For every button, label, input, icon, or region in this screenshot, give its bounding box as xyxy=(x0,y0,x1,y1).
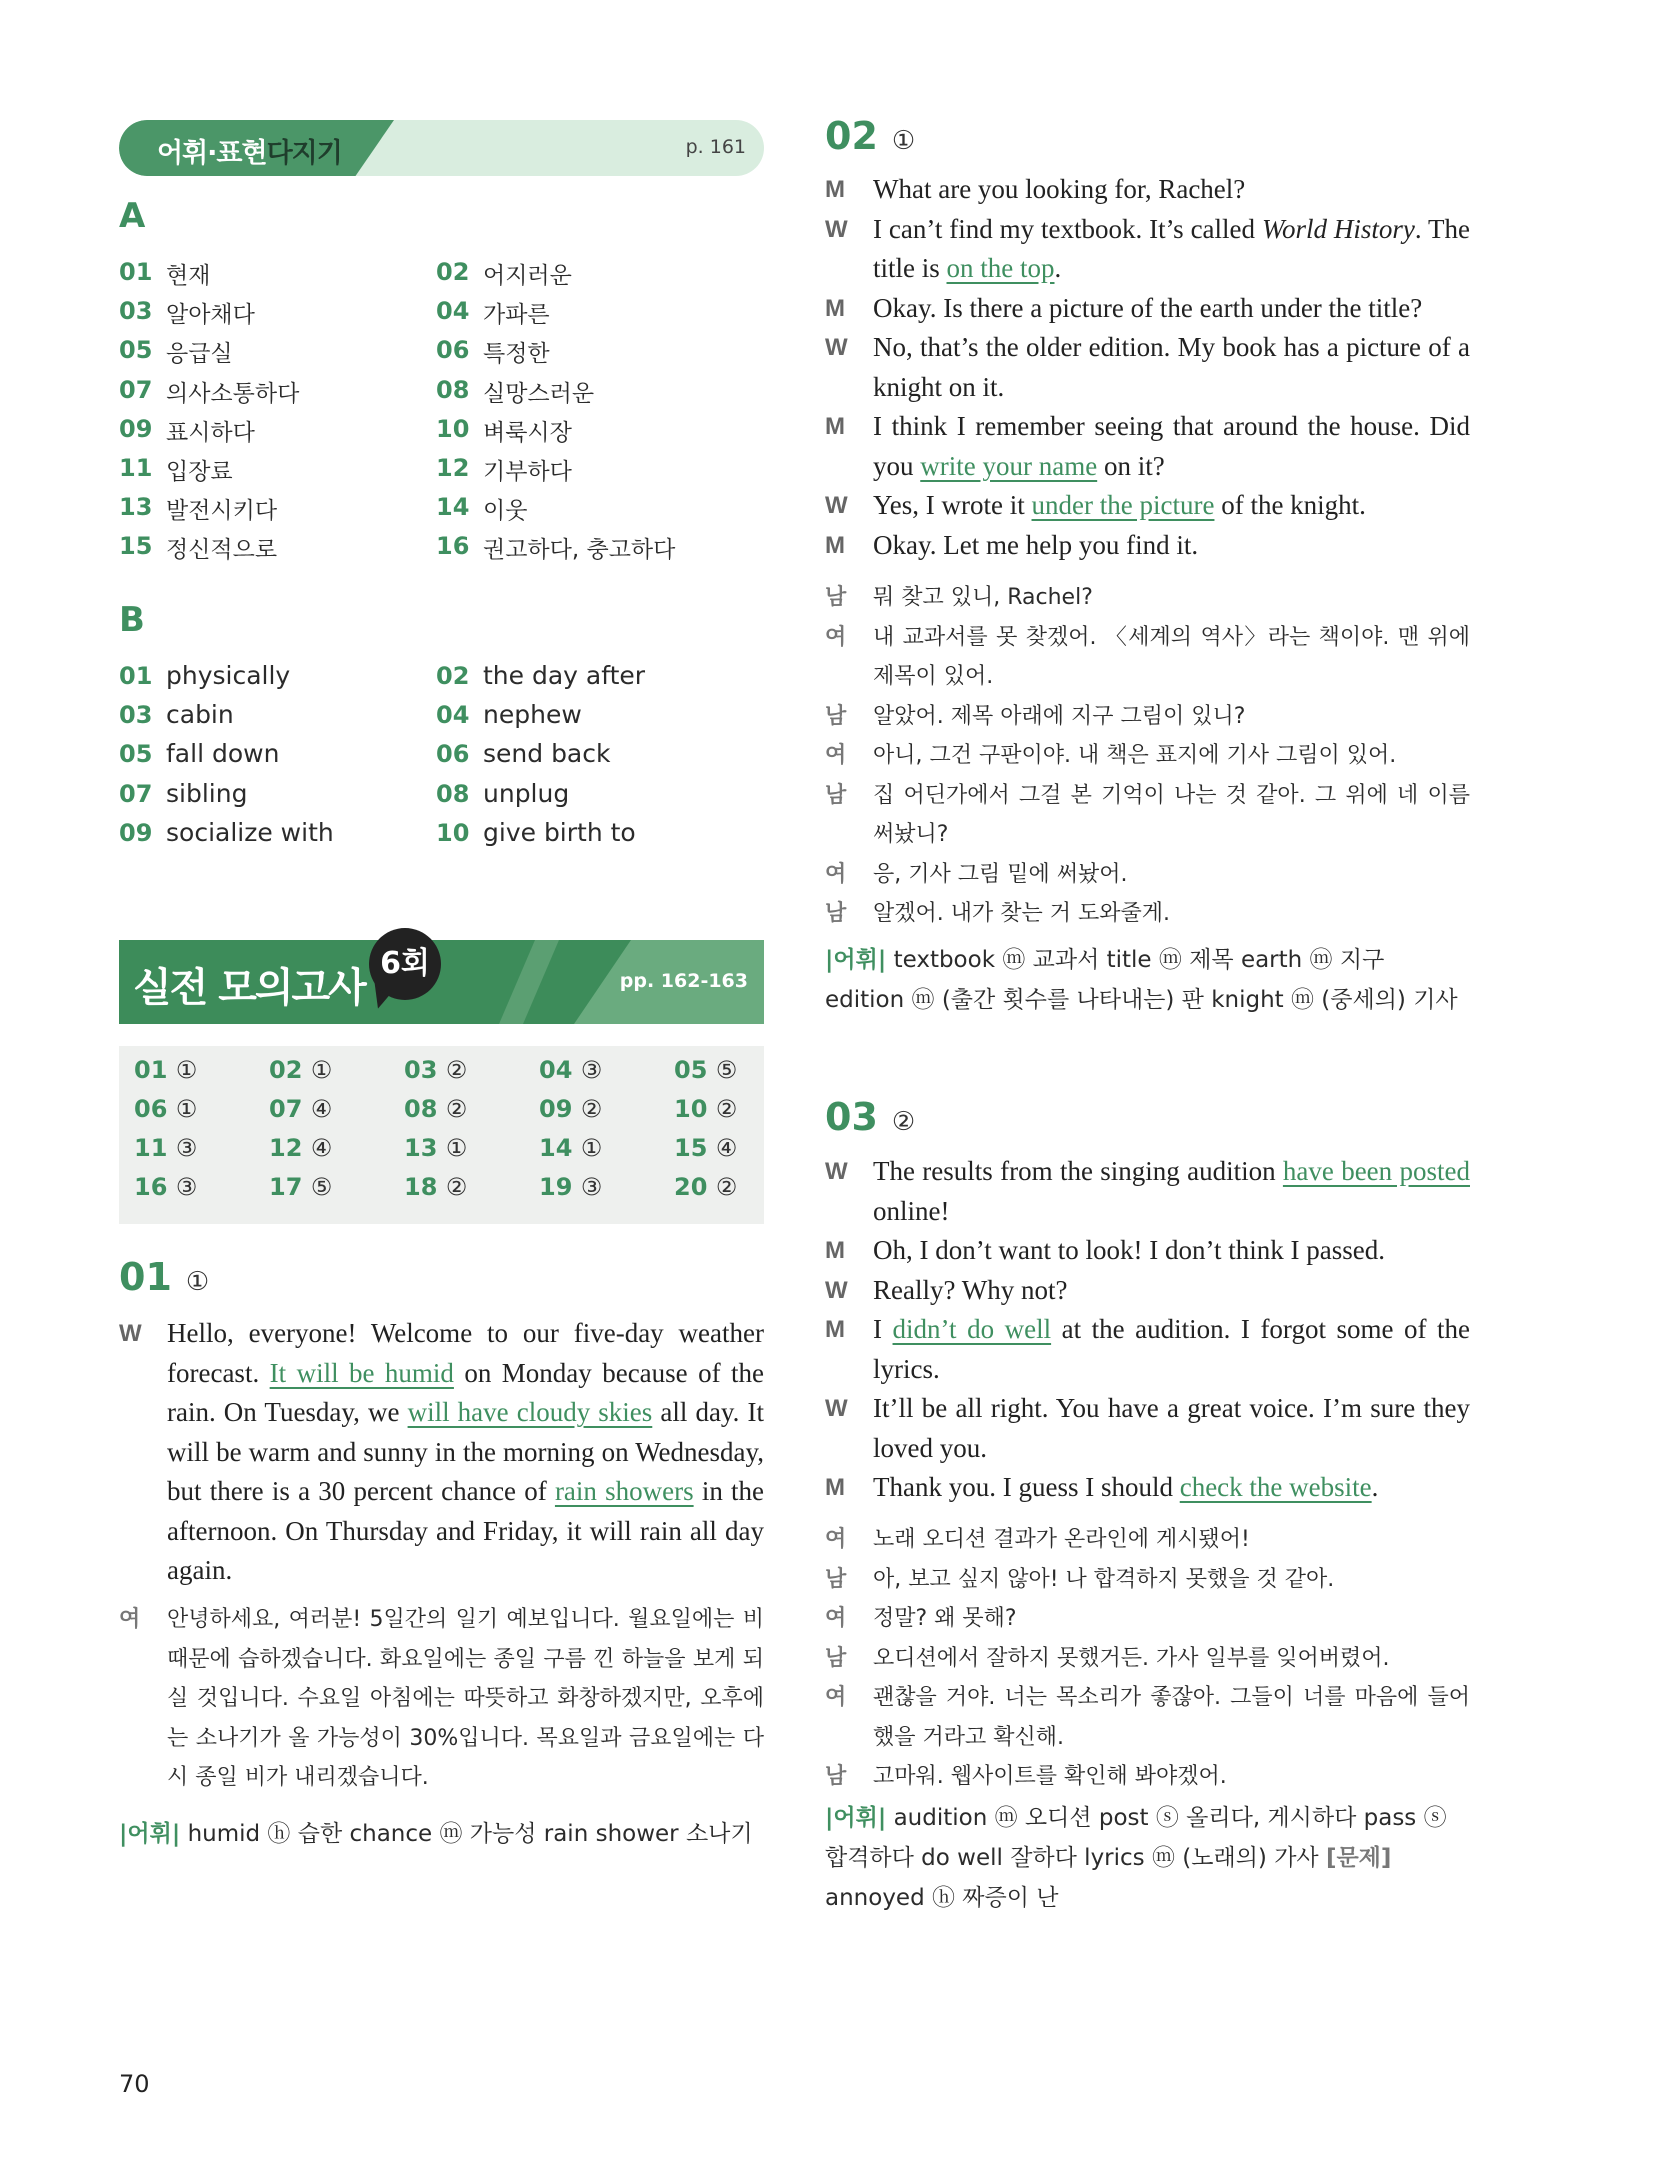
speaker-label: 여 xyxy=(825,624,847,650)
answer-choice: ② xyxy=(445,1095,468,1123)
answer-number: 08 xyxy=(404,1095,438,1123)
script-line: W The results from the singing audition have been posted online! xyxy=(825,1156,1470,1226)
vocab-item-number: 06 xyxy=(436,740,470,769)
script-line: M Okay. Let me help you find it. xyxy=(825,529,1199,560)
translation-text: 알았어. 제목 아래에 지구 그림이 있니? xyxy=(873,703,1246,729)
answer-number: 06 xyxy=(134,1095,168,1123)
vocab-item-number: 14 xyxy=(436,493,470,522)
answer-item xyxy=(674,1095,737,1123)
script-line: M I didn’t do well at the audition. I forgot some of the lyrics. xyxy=(825,1314,1470,1384)
answer-number: 10 xyxy=(674,1095,708,1123)
speaker-label: 남 xyxy=(825,782,847,808)
translation-text: 집 어딘가에서 그걸 본 기억이 나는 것 같아. 그 위에 네 이름 써놨니? xyxy=(873,782,1470,847)
speaker-label: 남 xyxy=(825,1645,847,1671)
answer-number: 20 xyxy=(674,1173,708,1201)
translation-line xyxy=(825,1757,1470,1797)
answer-number: 15 xyxy=(674,1134,708,1162)
vocab-item-number: 08 xyxy=(436,779,470,808)
translation-text: 응, 기사 그림 밑에 써놨어. xyxy=(873,861,1128,887)
translation-text: 내 교과서를 못 찾겠어. 〈세계의 역사〉라는 책이야. 맨 위에 제목이 있어. xyxy=(873,624,1470,689)
answer-number: 13 xyxy=(404,1134,438,1162)
script-line: M What are you looking for, Rachel? xyxy=(825,174,1246,204)
vocab-item-text: 가파른 xyxy=(483,302,550,329)
vocab-item-number: 15 xyxy=(119,532,153,561)
vocab-item-number: 16 xyxy=(436,532,470,561)
vocab-item-text: send back xyxy=(483,739,611,769)
vocab-item-text: 현재 xyxy=(166,263,211,289)
answer-item xyxy=(674,1173,737,1201)
vocab-item-number: 07 xyxy=(119,779,153,808)
answer-item xyxy=(404,1095,467,1123)
vocab-item-number: 09 xyxy=(119,414,153,443)
translation-line xyxy=(825,1678,1470,1757)
answer-number: 16 xyxy=(134,1173,168,1201)
question-02-script xyxy=(825,170,1470,565)
speaker-label: 남 xyxy=(825,1566,847,1592)
answer-key-box xyxy=(119,1046,764,1224)
answer-choice: ① xyxy=(310,1056,333,1084)
vocab-item-text: sibling xyxy=(166,778,248,808)
translation-line xyxy=(825,697,1470,737)
script-line: W It’ll be all right. You have a great voice. I’m sure they loved you. xyxy=(825,1393,1470,1463)
answer-choice: ② xyxy=(715,1095,738,1123)
translation-line xyxy=(825,1520,1470,1560)
answer-choice: ③ xyxy=(175,1173,198,1201)
question-01-vocab: |어휘| humid ⓗ 습한 chance ⓜ 가능성 rain shower 소나기 xyxy=(119,1821,753,1847)
translation-line xyxy=(825,894,1470,934)
vocab-item-text: 입장료 xyxy=(166,459,233,485)
section-a-label: A xyxy=(119,196,146,236)
answer-choice: ② xyxy=(715,1173,738,1201)
answer-number: 12 xyxy=(269,1134,303,1162)
translation-text: 괜찮을 거야. 너는 목소리가 좋잖아. 그들이 너를 마음에 들어 했을 거라고 확신해. xyxy=(873,1685,1470,1750)
question-03-vocab: |어휘| audition ⓜ 오디션 post ⓢ 올리다, 게시하다 pass ⓢ 합격하다 do well 잘하다 lyrics ⓜ (노래의) 가사 [문제] annoyed ⓗ 짜증이 난 xyxy=(825,1805,1447,1911)
answer-choice: ③ xyxy=(580,1056,603,1084)
vocab-item-number: 10 xyxy=(436,414,470,443)
translation-text: 노래 오디션 결과가 온라인에 게시됐어! xyxy=(873,1527,1250,1552)
answer-item xyxy=(134,1134,197,1162)
vocab-item-number: 04 xyxy=(436,701,470,730)
answer-item xyxy=(269,1134,332,1162)
answer-item xyxy=(674,1134,737,1162)
answer-choice: ④ xyxy=(310,1095,333,1123)
question-03-heading: 03 ② xyxy=(825,1095,916,1139)
answer-item xyxy=(539,1173,602,1201)
answer-choice: ② xyxy=(445,1056,468,1084)
translation-line xyxy=(825,776,1470,855)
vocab-item-text: 응급실 xyxy=(166,341,233,368)
script-line: M I think I remember seeing that around the house. Did you write your name on it? xyxy=(825,411,1470,481)
page-number: 70 xyxy=(119,2070,150,2098)
vocab-item-text: 의사소통하다 xyxy=(166,380,300,407)
mock-page-ref: pp. 162-163 xyxy=(619,970,748,992)
vocab-item-number: 04 xyxy=(436,297,470,326)
question-02-vocab: |어휘| textbook ⓜ 교과서 title ⓜ 제목 earth ⓜ 지구 edition ⓜ (출간 횟수를 나타내는) 판 knight ⓜ (중세의) 기사 xyxy=(825,947,1458,1013)
answer-choice: ③ xyxy=(580,1173,603,1201)
vocab-item-text: nephew xyxy=(483,700,582,730)
translation-text: 뭐 찾고 있니, Rachel? xyxy=(873,585,1093,610)
answer-item xyxy=(134,1095,197,1123)
translation-line xyxy=(825,855,1470,895)
vocab-header xyxy=(119,120,764,176)
vocab-item-text: cabin xyxy=(166,700,234,730)
translation-line xyxy=(825,736,1470,776)
speaker-label: 여 xyxy=(825,861,847,887)
answer-choice: ⑤ xyxy=(715,1056,738,1084)
script-line: M Oh, I don’t want to look! I don’t think I passed. xyxy=(825,1235,1385,1265)
speaker-label: 남 xyxy=(825,703,847,729)
vocab-title: 어휘·표현다지기 xyxy=(157,138,342,169)
vocab-item-text: 실망스러운 xyxy=(483,380,595,407)
answer-item xyxy=(269,1173,332,1201)
vocab-item-number: 01 xyxy=(119,258,153,286)
vocab-item-number: 02 xyxy=(436,258,470,286)
vocab-item-text: 표시하다 xyxy=(166,419,255,446)
answer-item xyxy=(404,1134,467,1162)
answer-number: 14 xyxy=(539,1134,573,1162)
answer-number: 03 xyxy=(404,1056,438,1084)
vocab-item-text: 발전시키다 xyxy=(166,498,278,525)
question-02-translation xyxy=(825,578,1470,934)
vocab-item-text: physically xyxy=(166,661,291,690)
vocab-item-text: 어지러운 xyxy=(483,263,572,289)
question-01-heading: 01 ① xyxy=(119,1255,210,1299)
translation-text: 아, 보고 싶지 않아! 나 합격하지 못했을 것 같아. xyxy=(873,1566,1335,1592)
answer-number: 05 xyxy=(674,1056,708,1084)
speaker-label: 여 xyxy=(825,743,847,768)
speaker-label: 여 xyxy=(825,1527,847,1552)
answer-item xyxy=(539,1056,602,1084)
vocab-item-text: socialize with xyxy=(166,817,334,847)
answer-item xyxy=(539,1095,602,1123)
vocab-item-number: 03 xyxy=(119,701,153,730)
script-line: W No, that’s the older edition. My book has a picture of a knight on it. xyxy=(825,332,1470,402)
answer-choice: ④ xyxy=(310,1134,333,1162)
translation-line: 여 안녕하세요, 여러분! 5일간의 일기 예보입니다. 월요일에는 비 때문에 습하겠습니다. 화요일에는 종일 구름 낀 하늘을 보게 되실 것입니다. 수요일 아침에는 따뜻하고 화창하겠지만, 오후에는 소나기가 올 가능성이 30%입니다. 목요일과 금요일에는 다시 종일 비가 내리겠습니다. xyxy=(119,1607,764,1790)
answer-number: 17 xyxy=(269,1173,303,1201)
script-line: W Yes, I wrote it under the picture of the knight. xyxy=(825,490,1366,520)
answer-number: 09 xyxy=(539,1095,573,1123)
answer-choice: ① xyxy=(445,1134,468,1162)
answer-item xyxy=(134,1056,197,1084)
answer-choice: ② xyxy=(580,1095,603,1123)
translation-line xyxy=(825,1639,1470,1679)
vocab-item-number: 07 xyxy=(119,375,153,404)
translation-text: 정말? 왜 못해? xyxy=(873,1606,1017,1631)
vocab-item-text: fall down xyxy=(166,739,280,769)
vocab-item-text: 기부하다 xyxy=(483,459,572,485)
vocab-item-text: 알아채다 xyxy=(166,302,255,329)
answer-number: 07 xyxy=(269,1095,303,1123)
answer-number: 01 xyxy=(134,1056,168,1084)
vocab-item-number: 11 xyxy=(119,454,153,482)
question-03-script xyxy=(825,1152,1470,1508)
translation-line xyxy=(825,578,1470,618)
vocab-item-number: 13 xyxy=(119,493,153,522)
vocab-item-text: unplug xyxy=(483,778,570,808)
translation-text: 고마워. 웹사이트를 확인해 봐야겠어. xyxy=(873,1764,1227,1789)
header-stripe xyxy=(499,940,559,1024)
speaker-label: 남 xyxy=(825,1764,847,1789)
vocab-item-number: 02 xyxy=(436,662,470,690)
translation-text: 오디션에서 잘하지 못했거든. 가사 일부를 잊어버렸어. xyxy=(873,1645,1390,1671)
answer-choice: ② xyxy=(445,1173,468,1201)
speaker-label: 남 xyxy=(825,585,847,610)
vocab-item-number: 12 xyxy=(436,454,470,482)
answer-item xyxy=(404,1173,467,1201)
answer-number: 11 xyxy=(134,1134,168,1162)
answer-choice: ① xyxy=(175,1095,198,1123)
section-b-label: B xyxy=(119,600,145,640)
vocab-item-number: 03 xyxy=(119,297,153,326)
speaker-label: 남 xyxy=(825,901,847,926)
translation-line xyxy=(825,618,1470,697)
round-badge: 6회 xyxy=(369,928,441,1000)
answer-item xyxy=(674,1056,737,1084)
vocab-item-text: 정신적으로 xyxy=(166,537,278,564)
question-01-translation xyxy=(119,1600,764,1798)
answer-number: 18 xyxy=(404,1173,438,1201)
vocab-item-text: 벼룩시장 xyxy=(483,419,572,446)
question-02-heading: 02 ① xyxy=(825,114,916,158)
answer-item xyxy=(269,1095,332,1123)
question-03-translation xyxy=(825,1520,1470,1797)
answer-choice: ③ xyxy=(175,1134,198,1162)
vocab-item-number: 08 xyxy=(436,375,470,404)
answer-item xyxy=(269,1056,332,1084)
answer-choice: ⑤ xyxy=(310,1173,333,1201)
translation-text: 아니, 그건 구판이야. 내 책은 표지에 기사 그림이 있어. xyxy=(873,743,1397,768)
vocab-page-ref: p. 161 xyxy=(685,136,746,158)
answer-number: 19 xyxy=(539,1173,573,1201)
script-line: W Really? Why not? xyxy=(825,1274,1068,1305)
speaker-label: 여 xyxy=(825,1606,847,1631)
vocab-item-number: 05 xyxy=(119,336,153,365)
answer-number: 04 xyxy=(539,1056,573,1084)
vocab-item-text: 이웃 xyxy=(483,498,528,525)
script-line: M Thank you. I guess I should check the website. xyxy=(825,1472,1379,1502)
script-line: W I can’t find my textbook. It’s called World History. The title is on the top. xyxy=(825,213,1470,283)
question-01-script xyxy=(119,1314,764,1591)
answer-choice: ① xyxy=(175,1056,198,1084)
translation-line xyxy=(825,1599,1470,1639)
answer-item xyxy=(539,1134,602,1162)
vocab-item-number: 06 xyxy=(436,336,470,365)
answer-choice: ④ xyxy=(715,1134,738,1162)
answer-number: 02 xyxy=(269,1056,303,1084)
vocab-item-text: give birth to xyxy=(483,817,636,847)
speaker-label: 여 xyxy=(825,1685,847,1710)
vocab-item-number: 05 xyxy=(119,740,153,769)
vocab-item-text: the day after xyxy=(483,661,646,690)
vocab-item-number: 10 xyxy=(436,818,470,847)
mock-test-title: 실전 모의고사 xyxy=(133,965,365,1011)
translation-line xyxy=(825,1560,1470,1600)
answer-item xyxy=(404,1056,467,1084)
script-line: W Hello, everyone! Welcome to our five-day weather forecast. It will be humid on Monday because of the rain. On Tuesday, we will have cloudy skies all day. It will be warm and sunny in the morning on Wednesday, but there is a 30 percent chance of rain showers in the afternoon. On Thursday and Friday, it will rain all day again. xyxy=(119,1318,764,1585)
vocab-item-number: 09 xyxy=(119,818,153,847)
mock-test-header xyxy=(119,940,764,1024)
translation-text: 알겠어. 내가 찾는 거 도와줄게. xyxy=(873,901,1170,926)
answer-item xyxy=(134,1173,197,1201)
script-line: M Okay. Is there a picture of the earth under the title? xyxy=(825,292,1423,323)
vocab-item-number: 01 xyxy=(119,662,153,690)
vocab-item-text: 권고하다, 충고하다 xyxy=(483,537,676,564)
vocab-item-text: 특정한 xyxy=(483,341,550,368)
answer-choice: ① xyxy=(580,1134,603,1162)
